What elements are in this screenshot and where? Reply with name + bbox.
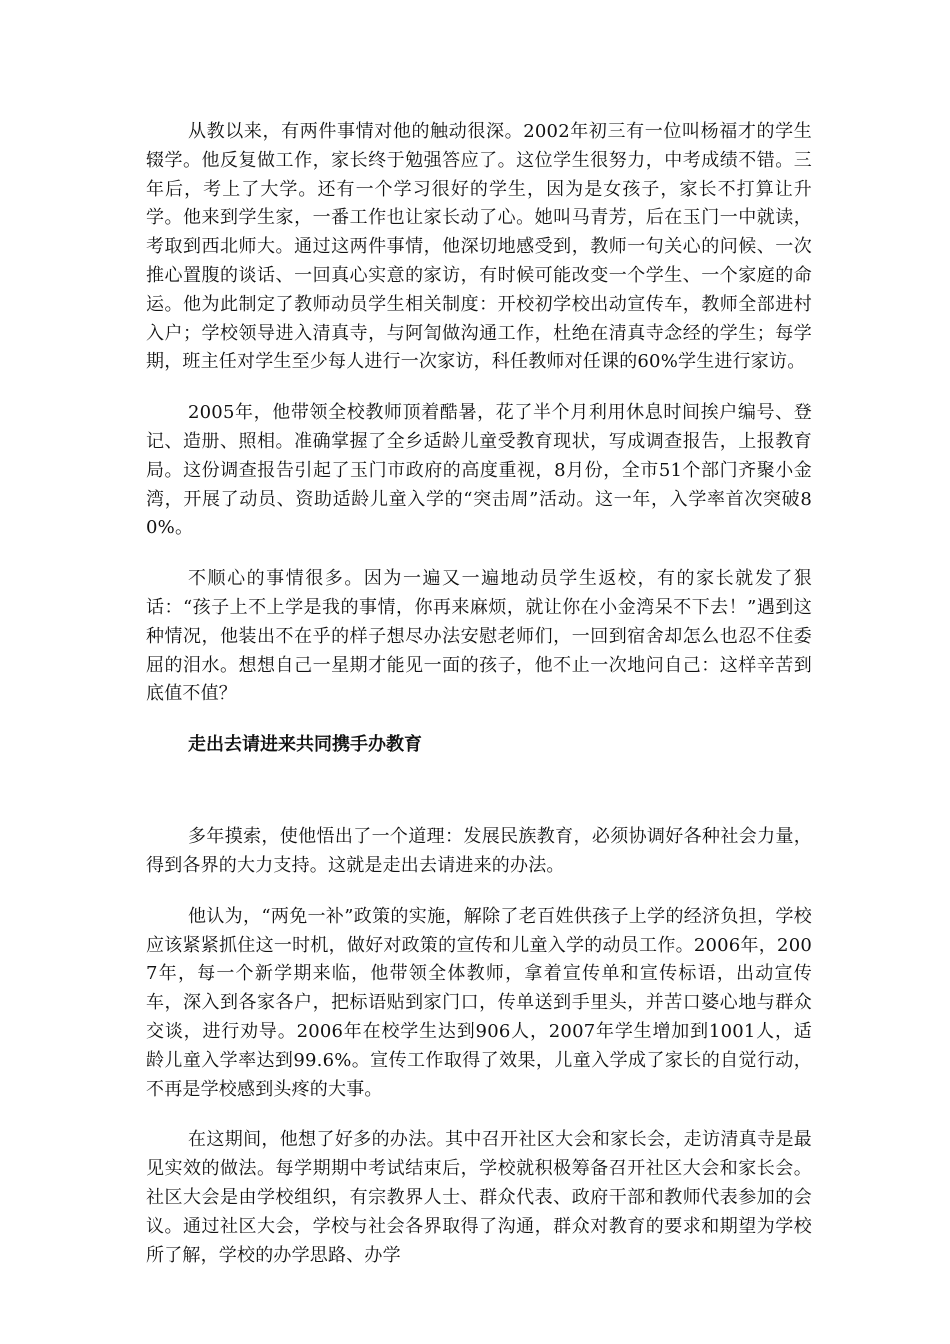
body-paragraph: 从教以来，有两件事情对他的触动很深。2002年初三有一位叫杨福才的学生辍学。他反复做工作，家长终于勉强答应了。这位学生很努力，中考成绩不错。三年后，考上了大学。还有一个学习很好的学生，因为是女孩子，家长不打算让升学。他来到学生家，一番工作也让家长动了心。她叫马青芳，后在玉门一中就读，考取到西北师大。通过这两件事情，他深切地感受到，教师一句关心的问候、一次推心置腹的谈话、一回真心实意的家访，有时候可能改变一个学生、一个家庭的命运。他为此制定了教师动员学生相关制度：开校初学校出动宣传车，教师全部进村入户；学校领导进入清真寺，与阿訇做沟通工作，杜绝在清真寺念经的学生；每学期，班主任对学生至少每人进行一次家访，科任教师对任课的60%学生进行家访。 [146,121,812,373]
body-paragraph: 多年摸索，使他悟出了一个道理：发展民族教育，必须协调好各种社会力量，得到各界的大力支持。这就是走出去请进来的办法。 [146,826,812,876]
body-paragraph: 2005年，他带领全校教师顶着酷暑，花了半个月利用休息时间挨户编号、登记、造册、照相。准确掌握了全乡适龄儿童受教育现状，写成调查报告，上报教育局。这份调查报告引起了玉门市政府的高度重视，8月份，全市51个部门齐聚小金湾，开展了动员、资助适龄儿童入学的“突击周”活动。这一年，入学率首次突破80%。 [146,402,812,539]
section-heading: 走出去请进来共同携手办教育 [188,734,422,756]
body-paragraph: 他认为，“两免一补”政策的实施，解除了老百姓供孩子上学的经济负担，学校应该紧紧抓住这一时机，做好对政策的宣传和儿童入学的动员工作。2006年，2007年，每一个新学期来临，他带领全体教师，拿着宣传单和宣传标语，出动宣传车，深入到各家各户，把标语贴到家门口，传单送到手里头，并苦口婆心地与群众交谈，进行劝导。2006年在校学生达到906人，2007年学生增加到1001人，适龄儿童入学率达到99.6%。宣传工作取得了效果，儿童入学成了家长的自觉行动，不再是学校感到头疼的大事。 [146,905,812,1100]
body-paragraph: 在这期间，他想了好多的办法。其中召开社区大会和家长会，走访清真寺是最见实效的做法。每学期期中考试结束后，学校就积极筹备召开社区大会和家长会。社区大会是由学校组织，有宗教界人士、群众代表、政府干部和教师代表参加的会议。通过社区大会，学校与社会各界取得了沟通，群众对教育的要求和期望为学校所了解，学校的办学思路、办学 [146,1129,812,1266]
document-page [146,118,812,1292]
body-paragraph: 不顺心的事情很多。因为一遍又一遍地动员学生返校，有的家长就发了狠话：“孩子上不上学是我的事情，你再来麻烦，就让你在小金湾呆不下去！”遇到这种情况，他装出不在乎的样子想尽办法安慰老师们，一回到宿舍却怎么也忍不住委屈的泪水。想想自己一星期才能见一面的孩子，他不止一次地问自己：这样辛苦到底值不值？ [146,568,812,705]
